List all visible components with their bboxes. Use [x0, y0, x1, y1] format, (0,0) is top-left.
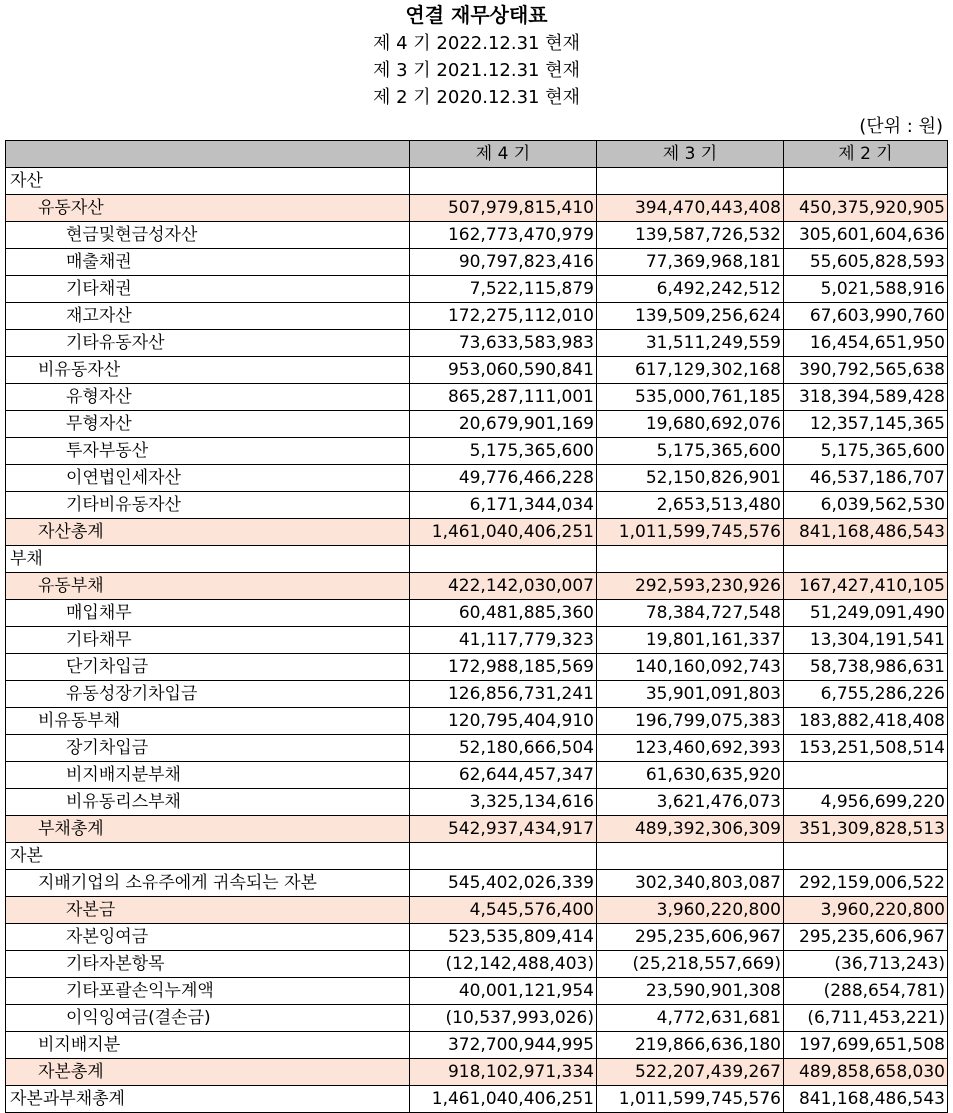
account-label: 비지배지분부채 — [6, 762, 410, 789]
amount-cell: 5,175,365,600 — [410, 438, 597, 465]
table-row — [6, 195, 948, 222]
amount-cell: 545,402,026,339 — [410, 870, 597, 897]
table-row — [6, 438, 948, 465]
amount-cell: 77,369,968,181 — [597, 249, 784, 276]
amount-cell: 196,799,075,383 — [597, 708, 784, 735]
amount-cell: (288,654,781) — [784, 978, 948, 1005]
amount-cell: 295,235,606,967 — [597, 924, 784, 951]
account-label: 자본과부채총계 — [6, 1086, 410, 1113]
amount-cell: 841,168,486,543 — [784, 1086, 948, 1113]
amount-cell: 865,287,111,001 — [410, 384, 597, 411]
table-row — [6, 1032, 948, 1059]
amount-cell: 4,545,576,400 — [410, 897, 597, 924]
amount-cell: 51,249,091,490 — [784, 600, 948, 627]
amount-cell: 46,537,186,707 — [784, 465, 948, 492]
amount-cell: 318,394,589,428 — [784, 384, 948, 411]
account-label: 부채 — [6, 546, 410, 573]
amount-cell: 60,481,885,360 — [410, 600, 597, 627]
table-row — [6, 681, 948, 708]
table-row — [6, 546, 948, 573]
amount-cell: (10,537,993,026) — [410, 1005, 597, 1032]
amount-cell: 40,001,121,954 — [410, 978, 597, 1005]
table-row — [6, 924, 948, 951]
amount-cell: 67,603,990,760 — [784, 303, 948, 330]
amount-cell: 23,590,901,308 — [597, 978, 784, 1005]
amount-cell: 3,960,220,800 — [597, 897, 784, 924]
amount-cell — [597, 168, 784, 195]
amount-cell: 292,593,230,926 — [597, 573, 784, 600]
amount-cell: 4,956,699,220 — [784, 789, 948, 816]
period-line-4: 제 4 기 2022.12.31 현재 — [373, 33, 580, 54]
amount-cell: 52,150,826,901 — [597, 465, 784, 492]
amount-cell: (36,713,243) — [784, 951, 948, 978]
account-label: 유동부채 — [6, 573, 410, 600]
amount-cell — [597, 843, 784, 870]
amount-cell: 55,605,828,593 — [784, 249, 948, 276]
balance-sheet-table — [5, 140, 948, 1113]
amount-cell: 422,142,030,007 — [410, 573, 597, 600]
account-label: 지배기업의 소유주에게 귀속되는 자본 — [6, 870, 410, 897]
account-label: 비유동부채 — [6, 708, 410, 735]
amount-cell: 1,011,599,745,576 — [597, 519, 784, 546]
amount-cell — [784, 168, 948, 195]
amount-cell: (6,711,453,221) — [784, 1005, 948, 1032]
amount-cell: 7,522,115,879 — [410, 276, 597, 303]
amount-cell: 351,309,828,513 — [784, 816, 948, 843]
table-row — [6, 654, 948, 681]
amount-cell: 5,021,588,916 — [784, 276, 948, 303]
table-row — [6, 519, 948, 546]
account-label: 부채총계 — [6, 816, 410, 843]
table-row — [6, 843, 948, 870]
account-label: 유동성장기차입금 — [6, 681, 410, 708]
period-line-3: 제 3 기 2021.12.31 현재 — [373, 60, 580, 81]
amount-cell: 19,680,692,076 — [597, 411, 784, 438]
amount-cell: 123,460,692,393 — [597, 735, 784, 762]
amount-cell: 305,601,604,636 — [784, 222, 948, 249]
account-label: 자본 — [6, 843, 410, 870]
table-row — [6, 600, 948, 627]
table-row — [6, 465, 948, 492]
period-line-2: 제 2 기 2020.12.31 현재 — [373, 87, 580, 108]
amount-cell: 5,175,365,600 — [597, 438, 784, 465]
amount-cell: 489,858,658,030 — [784, 1059, 948, 1086]
account-label: 자본금 — [6, 897, 410, 924]
amount-cell: 302,340,803,087 — [597, 870, 784, 897]
table-row — [6, 411, 948, 438]
amount-cell — [410, 168, 597, 195]
table-row — [6, 168, 948, 195]
amount-cell: 139,509,256,624 — [597, 303, 784, 330]
account-label: 자산총계 — [6, 519, 410, 546]
amount-cell: 394,470,443,408 — [597, 195, 784, 222]
amount-cell: 3,960,220,800 — [784, 897, 948, 924]
table-row — [6, 1005, 948, 1032]
amount-cell: 489,392,306,309 — [597, 816, 784, 843]
account-label: 현금및현금성자산 — [6, 222, 410, 249]
amount-cell: 52,180,666,504 — [410, 735, 597, 762]
account-label: 유동자산 — [6, 195, 410, 222]
account-label: 기타채권 — [6, 276, 410, 303]
table-row — [6, 627, 948, 654]
account-label: 기타채무 — [6, 627, 410, 654]
amount-cell: 6,755,286,226 — [784, 681, 948, 708]
header-cell-period-2: 제 2 기 — [784, 141, 948, 168]
amount-cell: 12,357,145,365 — [784, 411, 948, 438]
amount-cell: 219,866,636,180 — [597, 1032, 784, 1059]
amount-cell: 953,060,590,841 — [410, 357, 597, 384]
table-body — [6, 168, 948, 1113]
amount-cell: 542,937,434,917 — [410, 816, 597, 843]
amount-cell: 19,801,161,337 — [597, 627, 784, 654]
table-row — [6, 492, 948, 519]
table-row — [6, 357, 948, 384]
header-cell-period-3: 제 3 기 — [597, 141, 784, 168]
amount-cell: 41,117,779,323 — [410, 627, 597, 654]
amount-cell: 172,275,112,010 — [410, 303, 597, 330]
amount-cell: 167,427,410,105 — [784, 573, 948, 600]
amount-cell: 16,454,651,950 — [784, 330, 948, 357]
account-label: 자본잉여금 — [6, 924, 410, 951]
amount-cell: 172,988,185,569 — [410, 654, 597, 681]
amount-cell: 2,653,513,480 — [597, 492, 784, 519]
amount-cell: 522,207,439,267 — [597, 1059, 784, 1086]
amount-cell — [410, 546, 597, 573]
amount-cell: (12,142,488,403) — [410, 951, 597, 978]
account-label: 매출채권 — [6, 249, 410, 276]
amount-cell: 73,633,583,983 — [410, 330, 597, 357]
table-row — [6, 303, 948, 330]
amount-cell: 450,375,920,905 — [784, 195, 948, 222]
table-row — [6, 330, 948, 357]
account-label: 비지배지분 — [6, 1032, 410, 1059]
amount-cell: 162,773,470,979 — [410, 222, 597, 249]
amount-cell — [784, 843, 948, 870]
amount-cell — [410, 843, 597, 870]
amount-cell: 140,160,092,743 — [597, 654, 784, 681]
amount-cell: 841,168,486,543 — [784, 519, 948, 546]
table-row — [6, 1086, 948, 1113]
amount-cell: 507,979,815,410 — [410, 195, 597, 222]
header-cell-period-4: 제 4 기 — [410, 141, 597, 168]
amount-cell: 78,384,727,548 — [597, 600, 784, 627]
account-label: 이연법인세자산 — [6, 465, 410, 492]
amount-cell: 183,882,418,408 — [784, 708, 948, 735]
amount-cell: 197,699,651,508 — [784, 1032, 948, 1059]
table-row — [6, 816, 948, 843]
amount-cell: 13,304,191,541 — [784, 627, 948, 654]
amount-cell: 295,235,606,967 — [784, 924, 948, 951]
amount-cell: 31,511,249,559 — [597, 330, 784, 357]
account-label: 이익잉여금(결손금) — [6, 1005, 410, 1032]
account-label: 재고자산 — [6, 303, 410, 330]
account-label: 단기차입금 — [6, 654, 410, 681]
account-label: 투자부동산 — [6, 438, 410, 465]
table-row — [6, 870, 948, 897]
account-label: 기타유동자산 — [6, 330, 410, 357]
account-label: 자본총계 — [6, 1059, 410, 1086]
amount-cell — [784, 762, 948, 789]
amount-cell: 58,738,986,631 — [784, 654, 948, 681]
table-row — [6, 978, 948, 1005]
amount-cell: 1,461,040,406,251 — [410, 519, 597, 546]
amount-cell: 61,630,635,920 — [597, 762, 784, 789]
account-label: 비유동리스부채 — [6, 789, 410, 816]
amount-cell: 535,000,761,185 — [597, 384, 784, 411]
amount-cell: 120,795,404,910 — [410, 708, 597, 735]
table-row — [6, 708, 948, 735]
amount-cell: 1,011,599,745,576 — [597, 1086, 784, 1113]
table-header-row — [6, 141, 948, 168]
amount-cell: 6,492,242,512 — [597, 276, 784, 303]
table-row — [6, 249, 948, 276]
amount-cell: 126,856,731,241 — [410, 681, 597, 708]
amount-cell — [784, 546, 948, 573]
amount-cell: 6,039,562,530 — [784, 492, 948, 519]
table-row — [6, 762, 948, 789]
amount-cell: 3,325,134,616 — [410, 789, 597, 816]
amount-cell: (25,218,557,669) — [597, 951, 784, 978]
amount-cell: 3,621,476,073 — [597, 789, 784, 816]
table-row — [6, 897, 948, 924]
table-row — [6, 951, 948, 978]
amount-cell: 139,587,726,532 — [597, 222, 784, 249]
table-row — [6, 222, 948, 249]
account-label: 자산 — [6, 168, 410, 195]
amount-cell: 90,797,823,416 — [410, 249, 597, 276]
table-row — [6, 384, 948, 411]
unit-label: (단위 : 원) — [859, 116, 943, 137]
amount-cell: 4,772,631,681 — [597, 1005, 784, 1032]
amount-cell: 35,901,091,803 — [597, 681, 784, 708]
amount-cell: 523,535,809,414 — [410, 924, 597, 951]
amount-cell: 6,171,344,034 — [410, 492, 597, 519]
table-row — [6, 1059, 948, 1086]
amount-cell: 372,700,944,995 — [410, 1032, 597, 1059]
amount-cell: 5,175,365,600 — [784, 438, 948, 465]
amount-cell: 1,461,040,406,251 — [410, 1086, 597, 1113]
amount-cell — [597, 546, 784, 573]
amount-cell: 153,251,508,514 — [784, 735, 948, 762]
table-row — [6, 789, 948, 816]
amount-cell: 918,102,971,334 — [410, 1059, 597, 1086]
account-label: 유형자산 — [6, 384, 410, 411]
account-label: 기타비유동자산 — [6, 492, 410, 519]
header-cell-account — [6, 141, 410, 168]
account-label: 무형자산 — [6, 411, 410, 438]
account-label: 기타자본항목 — [6, 951, 410, 978]
table-row — [6, 735, 948, 762]
account-label: 비유동자산 — [6, 357, 410, 384]
account-label: 매입채무 — [6, 600, 410, 627]
document-title: 연결 재무상태표 — [405, 3, 548, 27]
amount-cell: 49,776,466,228 — [410, 465, 597, 492]
amount-cell: 62,644,457,347 — [410, 762, 597, 789]
account-label: 장기차입금 — [6, 735, 410, 762]
table-row — [6, 573, 948, 600]
table-row — [6, 276, 948, 303]
account-label: 기타포괄손익누계액 — [6, 978, 410, 1005]
amount-cell: 292,159,006,522 — [784, 870, 948, 897]
amount-cell: 617,129,302,168 — [597, 357, 784, 384]
amount-cell: 390,792,565,638 — [784, 357, 948, 384]
amount-cell: 20,679,901,169 — [410, 411, 597, 438]
